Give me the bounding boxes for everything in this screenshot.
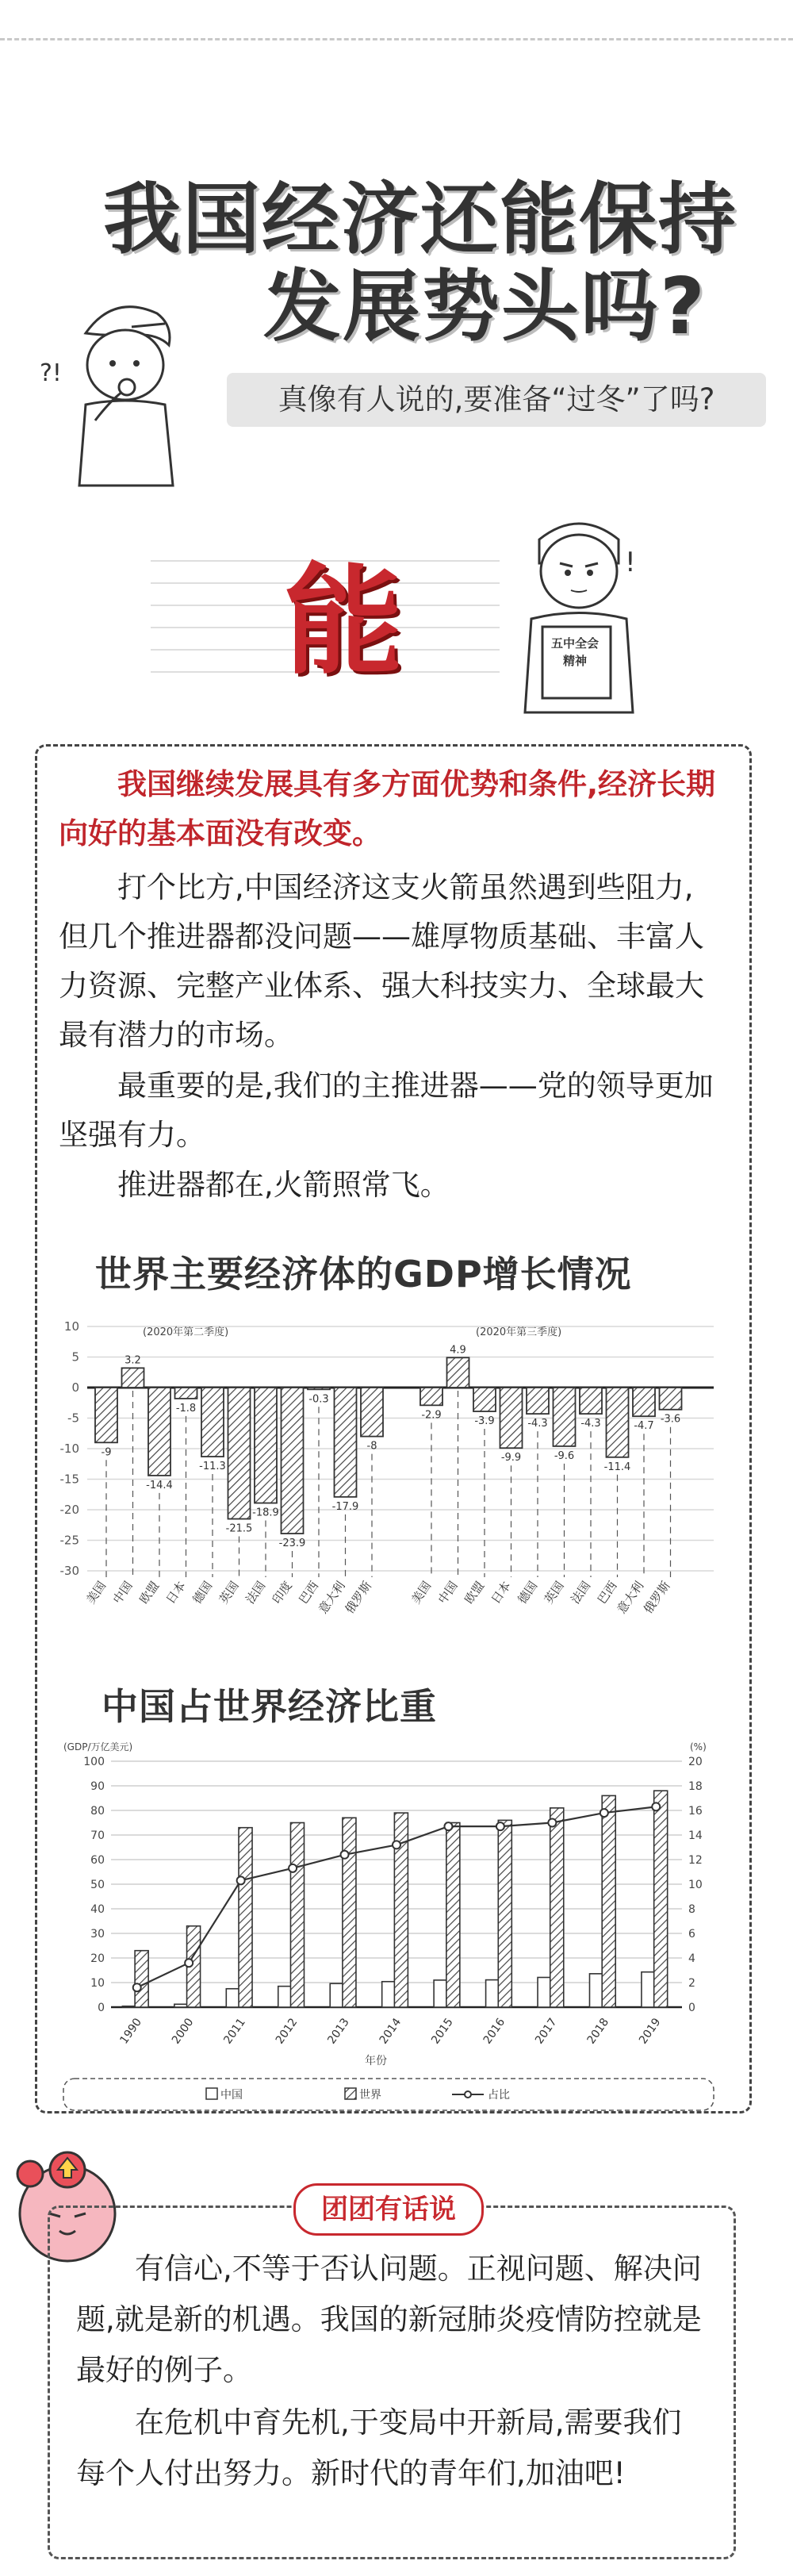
x-tick-label: 2017 xyxy=(533,2016,560,2047)
y-left-tick-label: 50 xyxy=(90,1879,105,1891)
y-left-tick-label: 0 xyxy=(98,2002,105,2014)
x-tick-label: 2000 xyxy=(169,2016,197,2047)
data-label: -11.4 xyxy=(603,1461,631,1473)
left-axis-unit: (GDP/万亿美元) xyxy=(63,1741,133,1753)
page-title-line1: 我国经济还能保持 xyxy=(103,175,738,265)
data-label: -4.3 xyxy=(527,1418,548,1430)
y-right-tick-label: 10 xyxy=(688,1879,703,1891)
bar xyxy=(447,1357,469,1388)
y-left-tick-label: 20 xyxy=(90,1952,105,1965)
china-share-chart xyxy=(56,1737,737,2102)
bar-china xyxy=(226,1989,239,2007)
y-left-tick-label: 100 xyxy=(83,1756,105,1768)
data-label: -18.9 xyxy=(252,1507,279,1519)
x-tick-label: 日本 xyxy=(163,1578,189,1607)
y-left-tick-label: 70 xyxy=(90,1829,105,1842)
bar-world xyxy=(343,1818,356,2007)
x-tick-label: 2016 xyxy=(481,2016,508,2047)
bar-world xyxy=(498,1820,511,2007)
x-tick-label: 巴西 xyxy=(594,1578,620,1607)
bar xyxy=(282,1388,304,1534)
bar-world xyxy=(446,1823,460,2008)
x-tick-label: 印度 xyxy=(269,1578,295,1607)
paragraph-3: 推进器都在,火箭照常飞。 xyxy=(117,1168,450,1202)
x-tick-label: 美国 xyxy=(408,1578,435,1607)
bar xyxy=(228,1388,251,1519)
y-tick-label: -15 xyxy=(59,1472,79,1487)
legend-swatch-world xyxy=(345,2088,356,2099)
page-subtitle: 真像有人说的,要准备“过冬”了吗? xyxy=(227,373,766,427)
x-tick-label: 2018 xyxy=(584,2016,612,2047)
x-tick-label: 英国 xyxy=(216,1578,242,1607)
bar xyxy=(580,1388,602,1414)
bar-china xyxy=(174,2004,188,2007)
legend-swatch-share-point xyxy=(465,2091,471,2098)
y-tick-label: 0 xyxy=(71,1380,79,1395)
bar xyxy=(175,1388,197,1399)
share-point xyxy=(652,1802,660,1810)
x-tick-label: 2013 xyxy=(325,2016,352,2047)
data-label: -23.9 xyxy=(278,1538,306,1550)
bar-world xyxy=(550,1808,564,2007)
share-point xyxy=(600,1809,608,1817)
y-left-tick-label: 10 xyxy=(90,1977,105,1990)
data-label: -3.9 xyxy=(474,1415,495,1428)
bar-world xyxy=(290,1823,304,2008)
data-label: -4.3 xyxy=(580,1418,601,1430)
data-label: -2.9 xyxy=(421,1409,442,1422)
x-tick-label: 法国 xyxy=(568,1578,594,1607)
y-tick-label: -25 xyxy=(59,1533,79,1548)
bar xyxy=(607,1388,629,1457)
share-point xyxy=(185,1959,193,1967)
y-right-tick-label: 14 xyxy=(688,1829,703,1842)
talk-paragraph-1: 有信心,不等于否认问题。正视问题、解决问题,就是新的机遇。我国的新冠肺炎疫情防控就是最好的例子。 xyxy=(76,2252,702,2387)
y-left-tick-label: 80 xyxy=(90,1805,105,1818)
bar xyxy=(308,1388,330,1389)
bar xyxy=(335,1388,357,1497)
y-left-tick-label: 30 xyxy=(90,1928,105,1941)
share-point xyxy=(289,1864,297,1872)
y-right-tick-label: 12 xyxy=(688,1854,703,1867)
lead-paragraph xyxy=(59,760,717,858)
y-left-tick-label: 40 xyxy=(90,1903,105,1916)
x-tick-label: 中国 xyxy=(109,1578,136,1607)
bar xyxy=(500,1388,523,1448)
bar-china xyxy=(330,1983,343,2007)
share-point xyxy=(444,1822,452,1830)
group-label: (2020年第二季度) xyxy=(143,1326,229,1338)
bar-world xyxy=(239,1828,252,2007)
x-tick-label: 2015 xyxy=(429,2016,456,2047)
share-point xyxy=(133,1983,141,1991)
paragraph-1: 打个比方,中国经济这支火箭虽然遇到些阻力,但几个推进器都没问题——雄厚物质基础、丰富人力资源、完整产业体系、强大科技实力、全球最大最有潜力的市场。 xyxy=(59,870,704,1052)
y-tick-label: -5 xyxy=(67,1411,79,1426)
legend-label-share: 占比 xyxy=(488,2089,510,2102)
x-tick-label: 德国 xyxy=(190,1578,216,1607)
group-label: (2020年第三季度) xyxy=(476,1326,562,1338)
talk-label: 团团有话说 xyxy=(293,2183,484,2236)
bar-china xyxy=(538,1977,551,2007)
bar-china xyxy=(589,1974,603,2007)
data-label: -9 xyxy=(101,1446,112,1459)
data-label: 3.2 xyxy=(125,1354,141,1367)
bar xyxy=(95,1388,117,1442)
bar-china xyxy=(278,1987,292,2007)
share-point xyxy=(393,1841,400,1849)
x-tick-label: 德国 xyxy=(515,1578,541,1607)
x-tick-label: 中国 xyxy=(435,1578,461,1607)
confident-boy-illustration xyxy=(508,508,650,714)
y-tick-label: -20 xyxy=(59,1503,79,1517)
bar-china xyxy=(434,1980,447,2007)
data-label: -0.3 xyxy=(308,1393,329,1406)
x-tick-label: 巴西 xyxy=(296,1578,322,1607)
bar xyxy=(420,1388,442,1405)
y-right-tick-label: 6 xyxy=(688,1928,695,1941)
share-point xyxy=(548,1819,556,1827)
bar xyxy=(361,1388,383,1437)
x-tick-label: 日本 xyxy=(488,1578,514,1607)
lead-text: 我国继续发展具有多方面优势和条件,经济长期向好的基本面没有改变。 xyxy=(59,767,716,850)
x-tick-label: 1990 xyxy=(117,2016,145,2047)
chart2-title: 中国占世界经济比重 xyxy=(102,1685,437,1728)
y-tick-label: 10 xyxy=(63,1319,79,1334)
data-label: 4.9 xyxy=(450,1344,466,1357)
chart1-title: 世界主要经济体的GDP增长情况 xyxy=(95,1253,632,1296)
share-point xyxy=(237,1876,245,1884)
y-right-tick-label: 20 xyxy=(688,1756,703,1768)
data-label: -9.9 xyxy=(500,1452,522,1465)
data-label: -14.4 xyxy=(146,1479,173,1491)
data-label: -3.6 xyxy=(660,1413,681,1426)
sign-text: 五中全会精神 xyxy=(550,636,599,668)
legend-swatch-china xyxy=(206,2088,217,2099)
data-label: -4.7 xyxy=(634,1420,654,1433)
y-right-tick-label: 16 xyxy=(688,1805,703,1818)
bar xyxy=(660,1388,682,1410)
bar xyxy=(527,1388,549,1414)
y-tick-label: -30 xyxy=(59,1564,79,1578)
bar-world xyxy=(135,1951,148,2007)
bar-china xyxy=(642,1972,655,2007)
y-left-tick-label: 60 xyxy=(90,1854,105,1867)
bar xyxy=(473,1388,496,1411)
talk-paragraph-2: 在危机中育先机,于变局中开新局,需要我们每个人付出努力。新时代的青年们,加油吧! xyxy=(76,2405,682,2490)
share-point xyxy=(341,1851,349,1859)
puzzled-boy-illustration xyxy=(38,278,197,492)
bar xyxy=(201,1388,224,1457)
x-tick-label: 2011 xyxy=(221,2016,248,2047)
bar xyxy=(255,1388,277,1503)
top-divider xyxy=(0,38,793,40)
x-tick-label: 意大利 xyxy=(316,1578,348,1617)
x-tick-label: 欧盟 xyxy=(462,1578,488,1607)
data-label: -11.3 xyxy=(199,1461,226,1473)
data-label: -1.8 xyxy=(175,1402,197,1415)
legend-box xyxy=(63,2079,714,2110)
x-axis-label: 年份 xyxy=(365,2055,387,2067)
legend-label-world: 世界 xyxy=(359,2089,381,2102)
data-label: -9.6 xyxy=(554,1449,575,1462)
page-title-line2: 发展势头吗? xyxy=(263,262,707,352)
y-tick-label: -10 xyxy=(59,1442,79,1456)
x-tick-label: 俄罗斯 xyxy=(342,1578,375,1617)
y-right-tick-label: 2 xyxy=(688,1977,695,1990)
question-exclaim-icon: ?! xyxy=(40,359,62,387)
y-right-tick-label: 4 xyxy=(688,1952,695,1965)
answer-big-word: 能 xyxy=(284,553,404,691)
bar xyxy=(633,1388,655,1416)
paragraph-2: 最重要的是,我们的主推进器——党的领导更加坚强有力。 xyxy=(59,1069,714,1152)
y-right-tick-label: 18 xyxy=(688,1780,703,1793)
data-label: -17.9 xyxy=(331,1500,359,1513)
right-axis-unit: (%) xyxy=(690,1741,707,1753)
legend-label-china: 中国 xyxy=(220,2089,243,2102)
y-right-tick-label: 8 xyxy=(688,1903,695,1916)
bar-china xyxy=(122,2006,136,2007)
bar xyxy=(122,1368,144,1388)
data-label: -8 xyxy=(366,1440,377,1453)
y-left-tick-label: 90 xyxy=(90,1780,105,1793)
y-tick-label: 5 xyxy=(71,1349,79,1365)
gdp-growth-chart xyxy=(56,1317,737,1666)
x-tick-label: 法国 xyxy=(243,1578,269,1607)
x-tick-label: 美国 xyxy=(83,1578,109,1607)
share-point xyxy=(496,1822,504,1830)
x-tick-label: 2019 xyxy=(637,2016,664,2047)
bar-world xyxy=(654,1791,668,2007)
bar xyxy=(148,1388,170,1476)
bar xyxy=(554,1388,576,1446)
bar-china xyxy=(382,1982,396,2007)
x-tick-label: 2014 xyxy=(377,2016,404,2047)
x-tick-label: 意大利 xyxy=(614,1578,647,1617)
x-tick-label: 欧盟 xyxy=(136,1578,163,1607)
x-tick-label: 英国 xyxy=(541,1578,567,1607)
x-tick-label: 2012 xyxy=(273,2016,301,2047)
bar-world xyxy=(602,1795,615,2007)
x-tick-label: 俄罗斯 xyxy=(641,1578,673,1617)
data-label: -21.5 xyxy=(225,1522,253,1535)
exclaim-icon: ! xyxy=(625,547,636,578)
bar-china xyxy=(486,1980,500,2007)
y-right-tick-label: 0 xyxy=(688,2002,695,2014)
